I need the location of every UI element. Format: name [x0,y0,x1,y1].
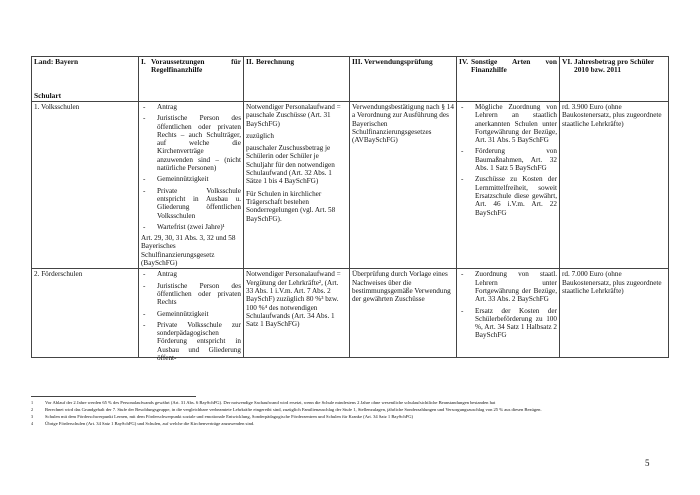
footnote-text: Schulen mit dem Förderschwerpunkt Lernen, mit dem Förderschwerpunkt soziale und emotionale Entwicklung, Sonderpädagogische Förderzentren und Schulen für Kranke (Art. 34 Satz 1 BaySchFG) [45,414,414,419]
footnote-mark: 4 [31,421,34,426]
table-row-foerderschulen [32,269,669,358]
list-item: - Ersatz der Kosten der Schülerbeförderung zu 100 %, Art. 34 Satz 1 Halbsatz 2 BaySchFG [459,307,557,340]
sonstige-cell [457,102,560,269]
list-item: - Juristische Person des öffentlichen oder privaten Rechts [141,282,241,307]
berechnung-cell [244,102,350,269]
footnote-mark: 1 [31,400,34,405]
betrag-cell: rd. 7.000 Euro (ohne Baukostenersatz, plus zugeordnete staatliche Lehrkräfte) [560,269,669,358]
pruefung-cell: Verwendungsbestätigung nach § 14 a Verordnung zur Ausführung des Bayerischen Schulfinanzierungsgesetzes (AVBaySchFG) [350,102,457,269]
footnote-text: Berechnet wird das Grundgehalt der 7. Stufe der Besoldungsgruppe, in die vergleichbare verbeamtete Lehrkräfte eingereiht sind, zuzüglich Familienzuschlag der Stufe 1, Stellenzulagen, jährliche Sonderzahlungen und Versorgungszuschlag von 25 % aus diesen Bezügen. [45,407,542,412]
footnote-divider [31,396,196,397]
list-item: - Zuschüsse zu Kosten der Lernmittelfreiheit, soweit Ersatzschule diese gewährt, Art. 46 i.V.m. Art. 22 BaySchFG [459,175,557,216]
list-item: - Förderung von Baumaßnahmen, Art. 32 Abs. 1 Satz 5 BaySchFG [459,147,557,172]
footnote [31,421,676,427]
header-land-schulart [32,57,139,102]
voraussetzungen-cell [139,269,244,363]
school-type-cell: 2. Förderschulen [32,269,139,358]
list-item: - Juristische Person des öffentlichen oder privaten Rechts – auch Schulträger, auf welche die Kirchenverträge anzuwenden sind – (nicht natürliche Personen) [141,114,241,172]
list-item: - Gemeinnützigkeit [141,310,241,318]
footnote-mark: 3 [31,414,34,419]
header-berechnung: II. Berechnung [244,57,350,102]
list-item: - Mögliche Zuordnung von Lehrern an staatlich anerkannten Schulen unter Fortgewährung der Bezüge, Art. 31 Abs. 5 BaySchFG [459,103,557,144]
footnote-mark: 2 [31,407,34,412]
list-item: - Antrag [141,103,241,111]
voraussetzungen-cell [139,102,244,269]
paragraph: Für Schulen in kirchlicher Trägerschaft bestehen Sonderregelungen (vgl. Art. 58 BaySchFG). [246,189,336,223]
footnotes [31,396,676,428]
paragraph: Notwendiger Personalaufwand = pauschale Zuschüsse (Art. 31 BaySchFG) [246,103,341,128]
school-type-cell: 1. Volksschulen [32,102,139,269]
list-item: - Zuordnung von staatl. Lehrern unter Fortgewährung der Bezüge, Art. 33 Abs. 2 BaySchFG [459,270,557,303]
berechnung-cell [244,269,350,358]
footnote-text: Vor Ablauf der 2 Jahre werden 65 % des Personalaufwands gewährt (Art. 31 Abs. 6 BaySchFG). Der notwendige Sachaufwand wird ersetzt, wenn die Schule mindestens 2 Jahre ohne wesentliche schulaufsichtliche Beanstandungen bestanden hat [45,400,496,405]
sonstige-cell [457,269,560,358]
list-item: - Private Volksschule zur sonderpädagogischen Förderung entspricht in Ausbau und Gliederung öffent- [141,321,241,362]
footnote [31,407,676,413]
list-item: - Gemeinnützigkeit [141,175,241,183]
pruefung-cell: Überprüfung durch Vorlage eines Nachweises über die bestimmungsgemäße Verwendung der gewährten Zuschüsse [350,269,457,358]
table-header-row [32,57,669,102]
header-schulart: Schulart [34,90,62,100]
page-number: 5 [645,458,650,468]
footnote [31,400,676,406]
paragraph: pauschaler Zuschussbetrag je Schülerin oder Schüler je Schuljahr für den notwendigen Schulaufwand (Art. 32 Abs. 1 Sätze 1 bis 4 BaySchFG) [246,144,335,186]
footnote [31,414,676,420]
paragraph: zuzüglich [246,131,274,140]
header-sonstige-finanzhilfe: IV. Sonstige Arten von Finanzhilfe [457,57,560,102]
paragraph: Notwendiger Personalaufwand = Vergütung der Lehrkräfte², (Art. 33 Abs. 1 i.V.m. Art. 7 Abs. 2 BaySchF) zuzüglich 80 %³ bzw. 100 %⁴ des notwendigen Schulaufwands (Art. 34 Abs. 1 Satz 1 BaySchFG) [246,270,341,329]
header-voraussetzungen: I. Voraussetzungen für Regelfinanzhilfe [139,57,244,102]
header-land: Land: Bayern [34,57,79,66]
list-item: - Antrag [141,270,241,278]
list-item: - Wartefrist (zwei Jahre)¹ [141,223,241,231]
rechtsgrundlage: Art. 29, 30, 31 Abs. 3, 32 und 58 Bayerisches Schulfinanzierungsgesetz (BaySchFG) [141,234,236,268]
header-verwendungspruefung: III. Verwendungsprüfung [350,57,457,102]
table-row-volksschulen [32,102,669,269]
list-item: - Private Volksschule entspricht in Ausbau u. Gliederung öffentlichen Volksschulen [141,187,241,220]
header-jahresbetrag: VI. Jahresbetrag pro Schüler 2010 bzw. 2011 [560,57,669,102]
financing-table [31,56,669,363]
footnote-text: Übrige Förderschulen (Art. 34 Satz 1 BaySchFG) und Schulen, auf welche die Kirchenverträge anzuwenden sind. [45,421,255,426]
betrag-cell: rd. 3.900 Euro (ohne Baukostenersatz, plus zugeordnete staatliche Lehrkräfte) [560,102,669,269]
